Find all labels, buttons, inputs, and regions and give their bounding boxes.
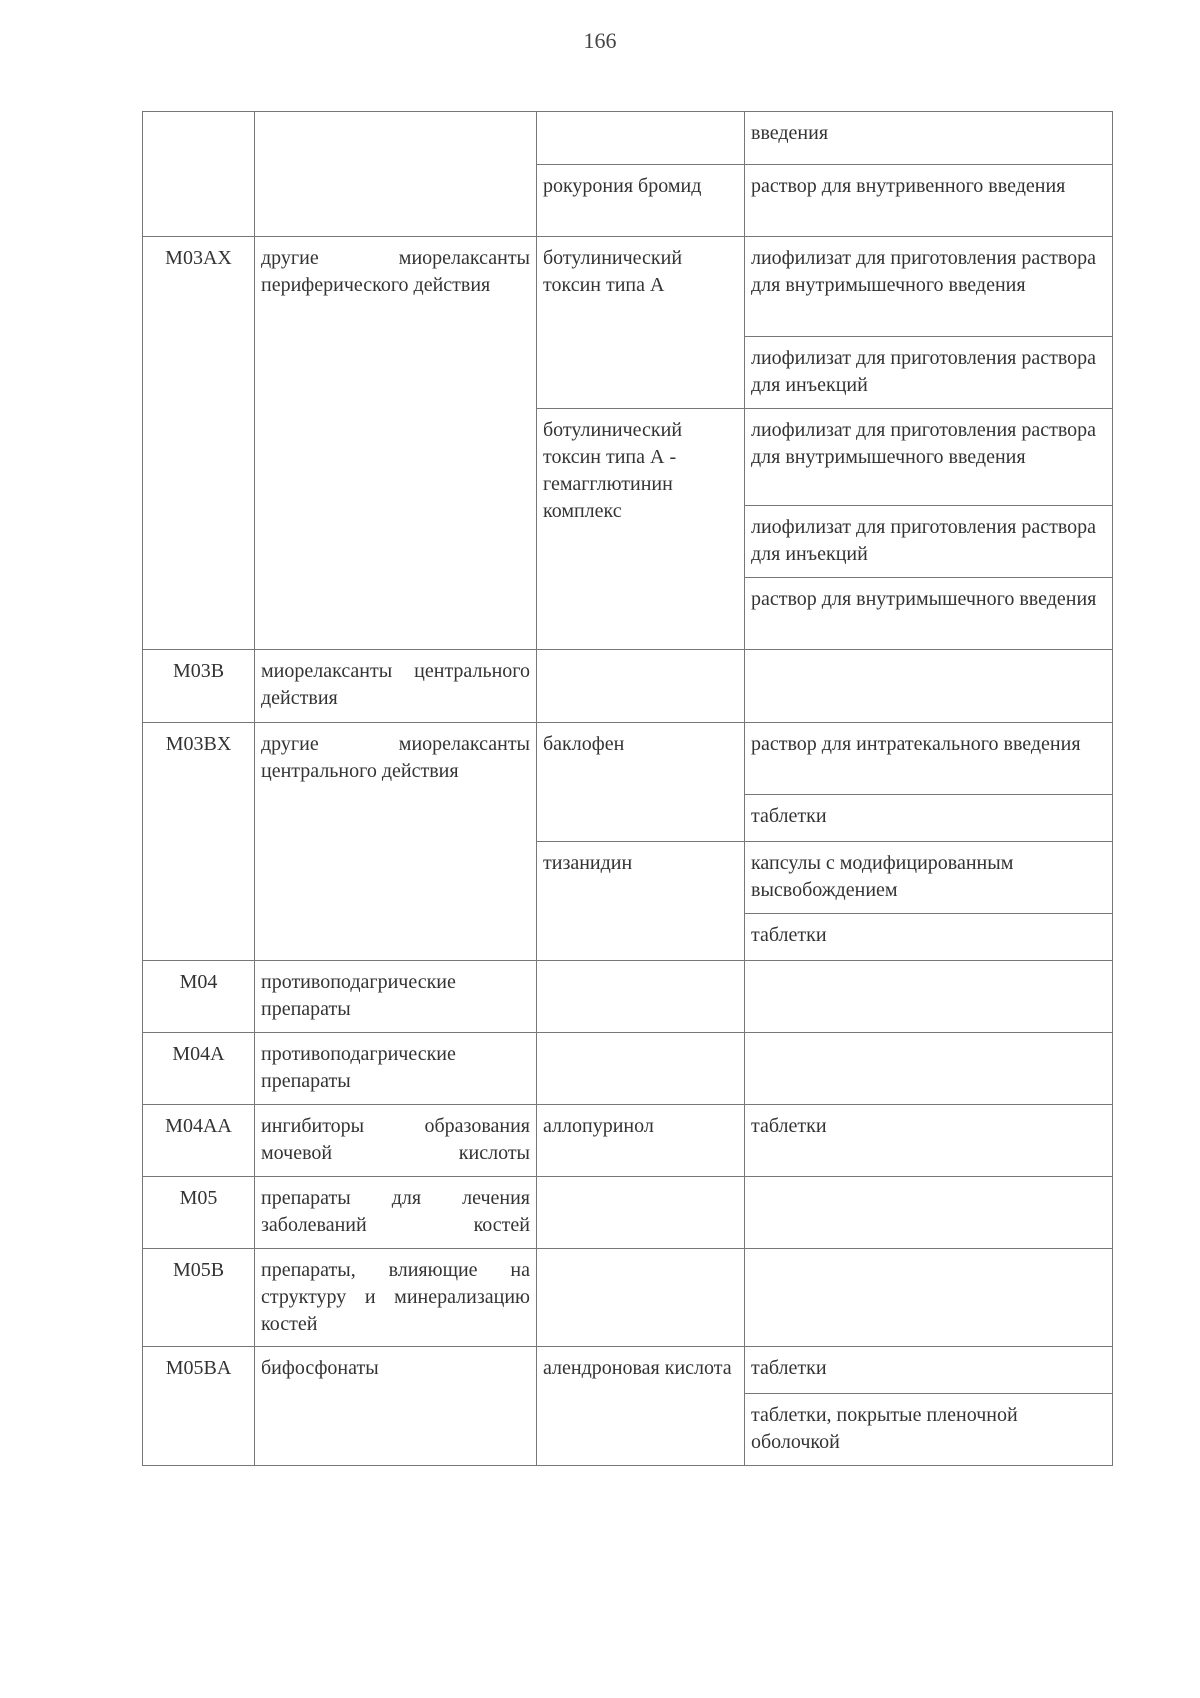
form-cell: капсулы с модифицированным высвобождением	[745, 842, 1113, 914]
form-cell: таблетки, покрытые пленочной оболочкой	[745, 1394, 1113, 1466]
atc-code-cell: M05BA	[143, 1347, 255, 1466]
table-row	[143, 650, 1113, 723]
group-cell: препараты для лечения заболеваний костей	[255, 1177, 537, 1249]
group-cell: препараты, влияющие на структуру и минерализацию костей	[255, 1249, 537, 1347]
group-cell	[255, 112, 537, 237]
drug-cell: ботулинический токсин типа А - гемагглютинин комплекс	[537, 409, 745, 650]
page-number: 166	[583, 28, 617, 53]
atc-code-cell	[143, 112, 255, 237]
drug-cell	[537, 650, 745, 723]
atc-code-cell: M05	[143, 1177, 255, 1249]
table-row	[143, 1249, 1113, 1347]
atc-code-cell: M03B	[143, 650, 255, 723]
form-cell: лиофилизат для приготовления раствора для инъекций	[745, 506, 1113, 578]
form-cell	[745, 1033, 1113, 1105]
atc-code-cell: M04	[143, 961, 255, 1033]
group-cell: миорелаксанты центрального действия	[255, 650, 537, 723]
form-cell: раствор для интратекального введения	[745, 723, 1113, 795]
form-cell: лиофилизат для приготовления раствора для внутримышечного введения	[745, 409, 1113, 506]
group-cell: другие миорелаксанты периферического действия	[255, 237, 537, 650]
form-cell: таблетки	[745, 914, 1113, 961]
atc-code-cell: M05B	[143, 1249, 255, 1347]
table-row	[143, 723, 1113, 795]
group-cell: противоподагрические препараты	[255, 1033, 537, 1105]
table-row	[143, 961, 1113, 1033]
form-cell: таблетки	[745, 1347, 1113, 1394]
drug-table	[142, 111, 1113, 1466]
drug-cell: алендроновая кислота	[537, 1347, 745, 1466]
drug-cell: ботулинический токсин типа А	[537, 237, 745, 409]
form-cell: лиофилизат для приготовления раствора для внутримышечного введения	[745, 237, 1113, 337]
form-cell	[745, 650, 1113, 723]
group-cell: ингибиторы образования мочевой кислоты	[255, 1105, 537, 1177]
drug-cell: тизанидин	[537, 842, 745, 961]
drug-cell: аллопуринол	[537, 1105, 745, 1177]
table-row	[143, 1105, 1113, 1177]
table-row	[143, 1177, 1113, 1249]
form-cell	[745, 961, 1113, 1033]
drug-cell	[537, 112, 745, 165]
atc-code-cell: M03AX	[143, 237, 255, 650]
form-cell: раствор для внутримышечного введения	[745, 578, 1113, 650]
atc-code-cell: M04A	[143, 1033, 255, 1105]
drug-cell: баклофен	[537, 723, 745, 842]
drug-cell	[537, 1033, 745, 1105]
group-cell: бифосфонаты	[255, 1347, 537, 1466]
table-row	[143, 1033, 1113, 1105]
form-cell	[745, 1177, 1113, 1249]
drug-cell	[537, 1249, 745, 1347]
group-cell: противоподагрические препараты	[255, 961, 537, 1033]
form-cell: таблетки	[745, 795, 1113, 842]
table-row	[143, 1347, 1113, 1394]
form-cell: раствор для внутривенного введения	[745, 165, 1113, 237]
form-cell: лиофилизат для приготовления раствора для инъекций	[745, 337, 1113, 409]
drug-cell: рокурония бромид	[537, 165, 745, 237]
table-row	[143, 237, 1113, 337]
form-cell: введения	[745, 112, 1113, 165]
table-row	[143, 112, 1113, 165]
form-cell	[745, 1249, 1113, 1347]
group-cell: другие миорелаксанты центрального действия	[255, 723, 537, 961]
drug-cell	[537, 961, 745, 1033]
drug-cell	[537, 1177, 745, 1249]
atc-code-cell: M03BX	[143, 723, 255, 961]
atc-code-cell: M04AA	[143, 1105, 255, 1177]
form-cell: таблетки	[745, 1105, 1113, 1177]
